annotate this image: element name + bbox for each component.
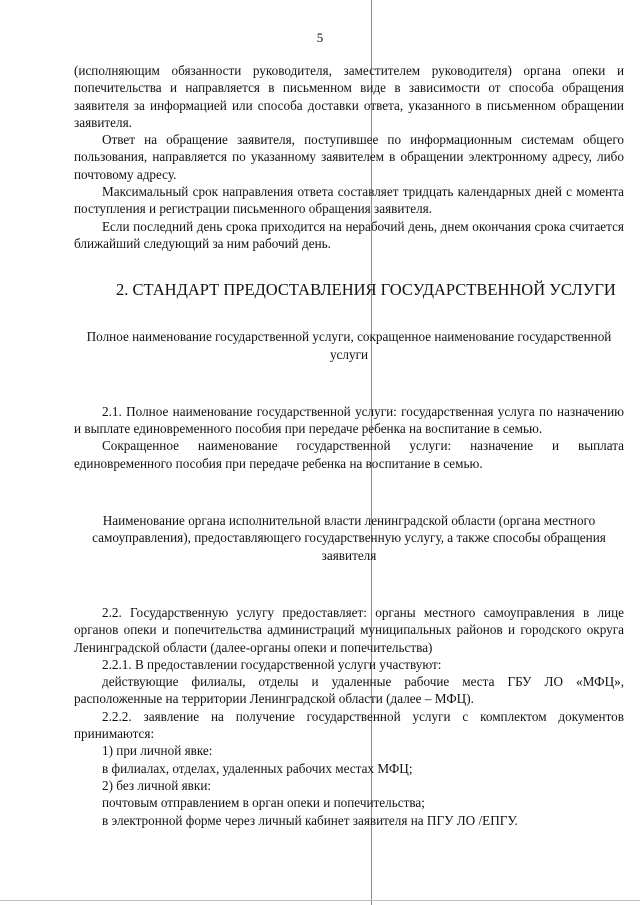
list-item-personal-text: в филиалах, отделах, удаленных рабочих местах МФЦ; (102, 760, 413, 776)
paragraph-mfc-branches: действующие филиалы, отделы и удаленные рабочие места ГБУ ЛО «МФЦ», расположенные на территории Ленинградской области (далее – МФЦ). (74, 674, 624, 707)
list-item-remote: 2) без личной явки: (102, 777, 212, 793)
paragraph-holiday-rule: Если последний день срока приходится на нерабочий день, днем окончания срока считается ближайший следующий за ним рабочий день. (74, 218, 624, 251)
page-bottom-edge (0, 900, 640, 901)
paragraph-2-1: 2.1. Полное наименование государственной услуги: государственная услуга по назначению и выплате единовременного пособия при передаче ребенка на воспитание в семью. (74, 403, 624, 437)
paragraph-electronic-response: Ответ на обращение заявителя, поступившее по информационным системам общего пользования, направляется по указанному заявителем в обращении электронному адресу, либо почтовому адресу. (74, 132, 624, 182)
paragraph-short-name: Сокращенное наименование государственной услуги: назначение и выплата единовременного пособия при передаче ребенка на воспитание в семью. (74, 438, 624, 471)
paragraph-2-2: 2.2. Государственную услугу предоставляет: органы местного самоуправления в лице органов опеки и попечительства администраций муниципальных районов и городского округа Ленинградской области (далее-органы опеки и попечительства) (74, 604, 624, 655)
paragraph-response-method: (исполняющим обязанности руководителя, заместителем руководителя) органа опеки и попечительства и направляется в письменном виде в зависимости от способа обращения заявителя за информацией или способа доставки ответа, указанного в письменном обращении заявителя. (74, 63, 624, 130)
paragraph-2-2-1: 2.2.1. В предоставлении государственной услуги участвуют: (102, 656, 442, 672)
list-item-remote-post: почтовым отправлением в орган опеки и попечительства; (102, 795, 425, 811)
document-body (74, 62, 624, 829)
list-item-personal: 1) при личной явке: (102, 743, 213, 759)
subheading-authority: Наименование органа исполнительной власти ленинградской области (органа местного самоуправления), предоставляющего государственную услугу, а также способы обращения заявителя (92, 513, 606, 563)
list-item-remote-electronic: в электронной форме через личный кабинет заявителя на ПГУ ЛО /ЕПГУ. (102, 812, 518, 828)
subheading-service-name: Полное наименование государственной услуги, сокращенное наименование государственной услуги (86, 329, 612, 362)
paragraph-2-2-2: 2.2.2. заявление на получение государственной услуги с комплектом документов принимаются: (74, 708, 624, 742)
section-heading: 2. СТАНДАРТ ПРЕДОСТАВЛЕНИЯ ГОСУДАРСТВЕННОЙ УСЛУГИ (116, 280, 616, 300)
paragraph-max-term: Максимальный срок направления ответа составляет тридцать календарных дней с момента поступления и регистрации письменного обращения заявителя. (74, 184, 624, 217)
page-number: 5 (316, 30, 324, 45)
